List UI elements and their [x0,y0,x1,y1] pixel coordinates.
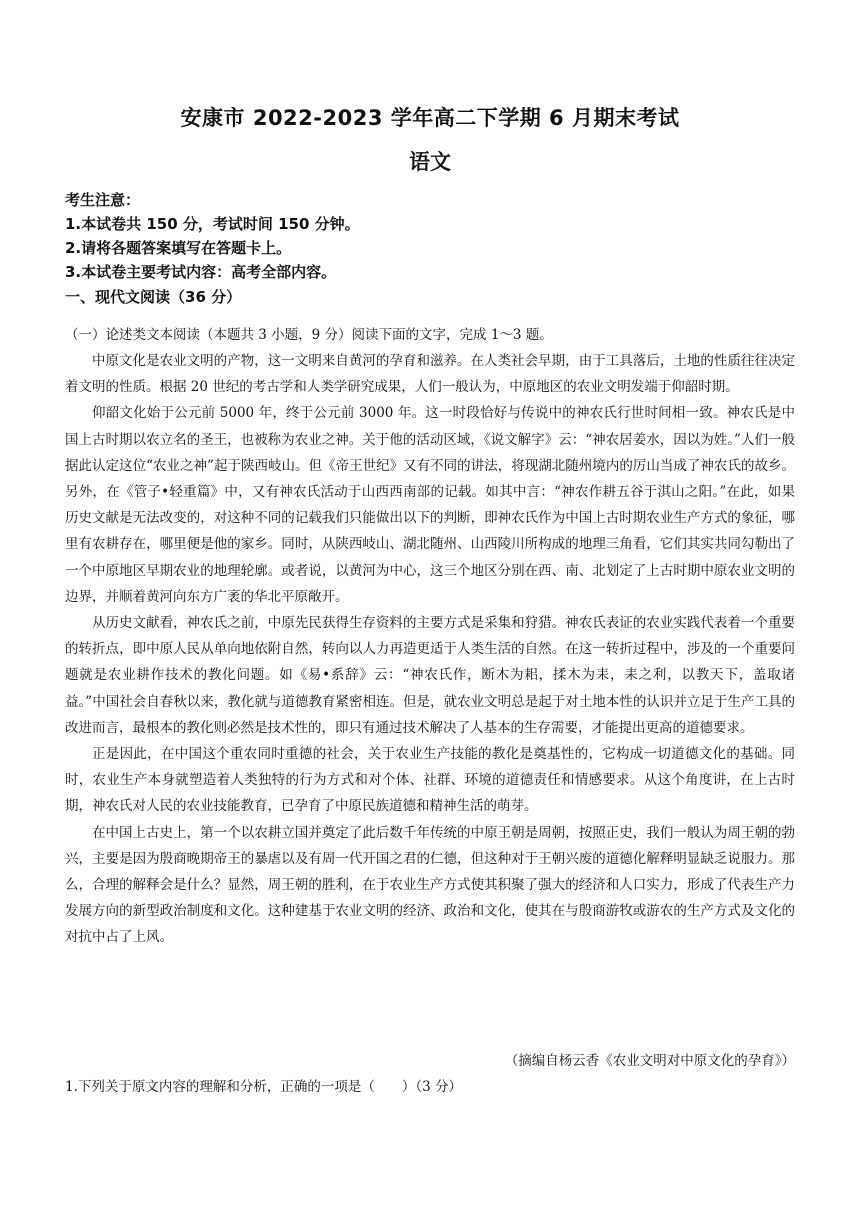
candidate-notice [65,188,805,309]
notice-item: 2.请将各题答案填写在答题卡上。 [65,239,292,257]
section-heading: 一、现代文阅读（36 分） [65,288,242,306]
passage-paragraph: 从历史文献看，神农氏之前，中原先民获得生存资料的主要方式是采集和狩猎。神农氏表证的农业实践代表着一个重要的转折点，即中原人民从单向地依附自然，转向以人力再造更适于人类生活的自然。在这一转折过程中，涉及的一个重要问题就是农业耕作技术的教化问题。如《易•系辞》云：“神农氏作，断木为耜，揉木为耒，耒之利，以教天下，盖取诸益。”中国社会自春秋以来，教化就与道德教育紧密相连。但是，就农业文明总是起于对土地本性的认识并立足于生产工具的改进而言，最根本的教化则必然是技术性的，即只有通过技术解决了人基本的生存需要，才能提出更高的道德要求。 [65,615,795,736]
notice-item: 1.本试卷共 150 分，考试时间 150 分钟。 [65,215,360,233]
exam-subject: 语文 [409,150,451,174]
notice-item: 3.本试卷主要考试内容：高考全部内容。 [65,263,337,281]
passage-paragraph: 在中国上古史上，第一个以农耕立国并奠定了此后数千年传统的中原王朝是周朝，按照正史，我们一般认为周王朝的勃兴，主要是因为殷商晚期帝王的暴虐以及有周一代开国之君的仁德，但这种对于王朝兴废的道德化解释明显缺乏说服力。那么，合理的解释会是什么？显然，周王朝的胜利，在于农业生产方式使其积聚了强大的经济和人口实力，形成了代表生产力发展方向的新型政治制度和文化。这种建基于农业文明的经济、政治和文化，使其在与殷商游牧或游农的生产方式及文化的对抗中占了上风。 [65,824,795,946]
passage-source: （摘编自杨云香《农业文明对中原文化的孕育》） [504,1053,795,1069]
passage-paragraph: 正是因此，在中国这个重农同时重德的社会，关于农业生产技能的教化是奠基性的，它构成一切道德文化的基础。同时，农业生产本身就塑造着人类独特的行为方式和对个体、社群、环境的道德责任和情感要求。从这个角度讲，在上古时期，神农氏对人民的农业技能教育，已孕育了中原民族道德和精神生活的萌芽。 [65,746,795,815]
passage-paragraph: 中原文化是农业文明的产物，这一文明来自黄河的孕育和滋养。在人类社会早期，由于工具落后，土地的性质往往决定着文明的性质。根据 20 世纪的考古学和人类学研究成果，人们一般认为，中原地区的农业文明发端于仰韶时期。 [65,353,795,396]
passage-paragraph: 仰韶文化始于公元前 5000 年，终于公元前 3000 年。这一时段恰好与传说中的神农氏行世时间相一致。神农氏是中国上古时期以农立名的圣王，也被称为农业之神。关于他的活动区域，《说文解字》云：“神农居姜水，因以为姓。”人们一般据此认定这位“农业之神”起于陕西岐山。但《帝王世纪》又有不同的讲法，将现湖北随州境内的厉山当成了神农氏的故乡。另外，在《管子•轻重篇》中，又有神农氏活动于山西西南部的记载。如其中言：“神农作耕五谷于淇山之阳。”在此，如果历史文献是无法改变的，对这种不同的记载我们只能做出以下的判断，即神农氏作为中国上古时期农业生产方式的象征，哪里有农耕存在，哪里便是他的家乡。同时，从陕西岐山、湖北随州、山西陵川所构成的地理三角看，它们其实共同勾勒出了一个中原地区早期农业的地理轮廓。或者说，以黄河为中心，这三个地区分别在西、南、北划定了上古时期中原农业文明的边界，并顺着黄河向东方广袤的华北平原敞开。 [65,405,795,605]
question-1: 1.下列关于原文内容的理解和分析，正确的一项是（ ）（3 分） [65,1079,463,1095]
notice-heading: 考生注意： [65,191,141,209]
reading-passage [65,348,795,951]
section-intro: （一）论述类文本阅读（本题共 3 小题，9 分）阅读下面的文字，完成 1～3 题。 [65,327,553,343]
exam-title: 安康市 2022-2023 学年高二下学期 6 月期末考试 [180,106,680,130]
